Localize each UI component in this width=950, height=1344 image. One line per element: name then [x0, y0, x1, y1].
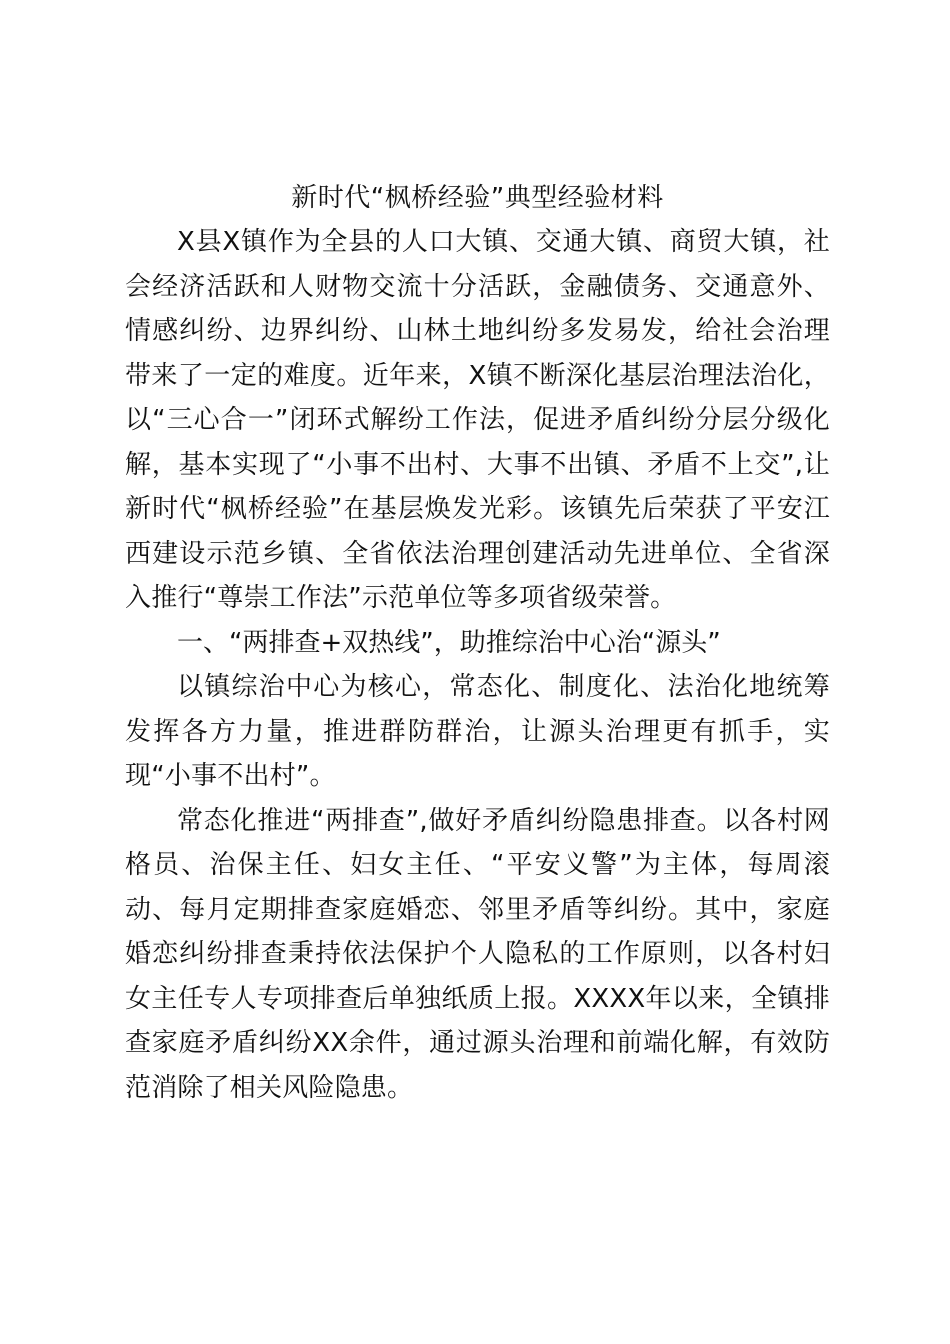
document-title: 新时代“枫桥经验”典型经验材料	[291, 183, 664, 213]
section-heading: 一、“两排查+双热线”，助推综治中心治“源头”	[177, 627, 721, 658]
document-body	[125, 176, 830, 1110]
section-paragraph-2: 常态化推进“两排查”,做好矛盾纠纷隐患排查。以各村网格员、治保主任、妇女主任、“平安义警”为主体，每周滚动、每月定期排查家庭婚恋、邻里矛盾等纠纷。其中，家庭婚恋纠纷排查秉持依法保护个人隐私的工作原则，以各村妇女主任专人专项排查后单独纸质上报。XXXX年以来，全镇排查家庭矛盾纠纷XX余件，通过源头治理和前端化解，有效防范消除了相关风险隐患。	[125, 805, 830, 1103]
intro-paragraph: X县X镇作为全县的人口大镇、交通大镇、商贸大镇，社会经济活跃和人财物交流十分活跃，金融债务、交通意外、情感纠纷、边界纠纷、山林土地纠纷多发易发，给社会治理带来了一定的难度。近年来，X镇不断深化基层治理法治化，以“三心合一”闭环式解纷工作法，促进矛盾纠纷分层分级化解，基本实现了“小事不出村、大事不出镇、矛盾不上交”,让新时代“枫桥经验”在基层焕发光彩。该镇先后荣获了平安江西建设示范乡镇、全省依法治理创建活动先进单位、全省深入推行“尊崇工作法”示范单位等多项省级荣誉。	[125, 227, 830, 613]
section-paragraph-1: 以镇综治中心为核心，常态化、制度化、法治化地统筹发挥各方力量，推进群防群治，让源头治理更有抓手，实现“小事不出村”。	[125, 672, 830, 791]
